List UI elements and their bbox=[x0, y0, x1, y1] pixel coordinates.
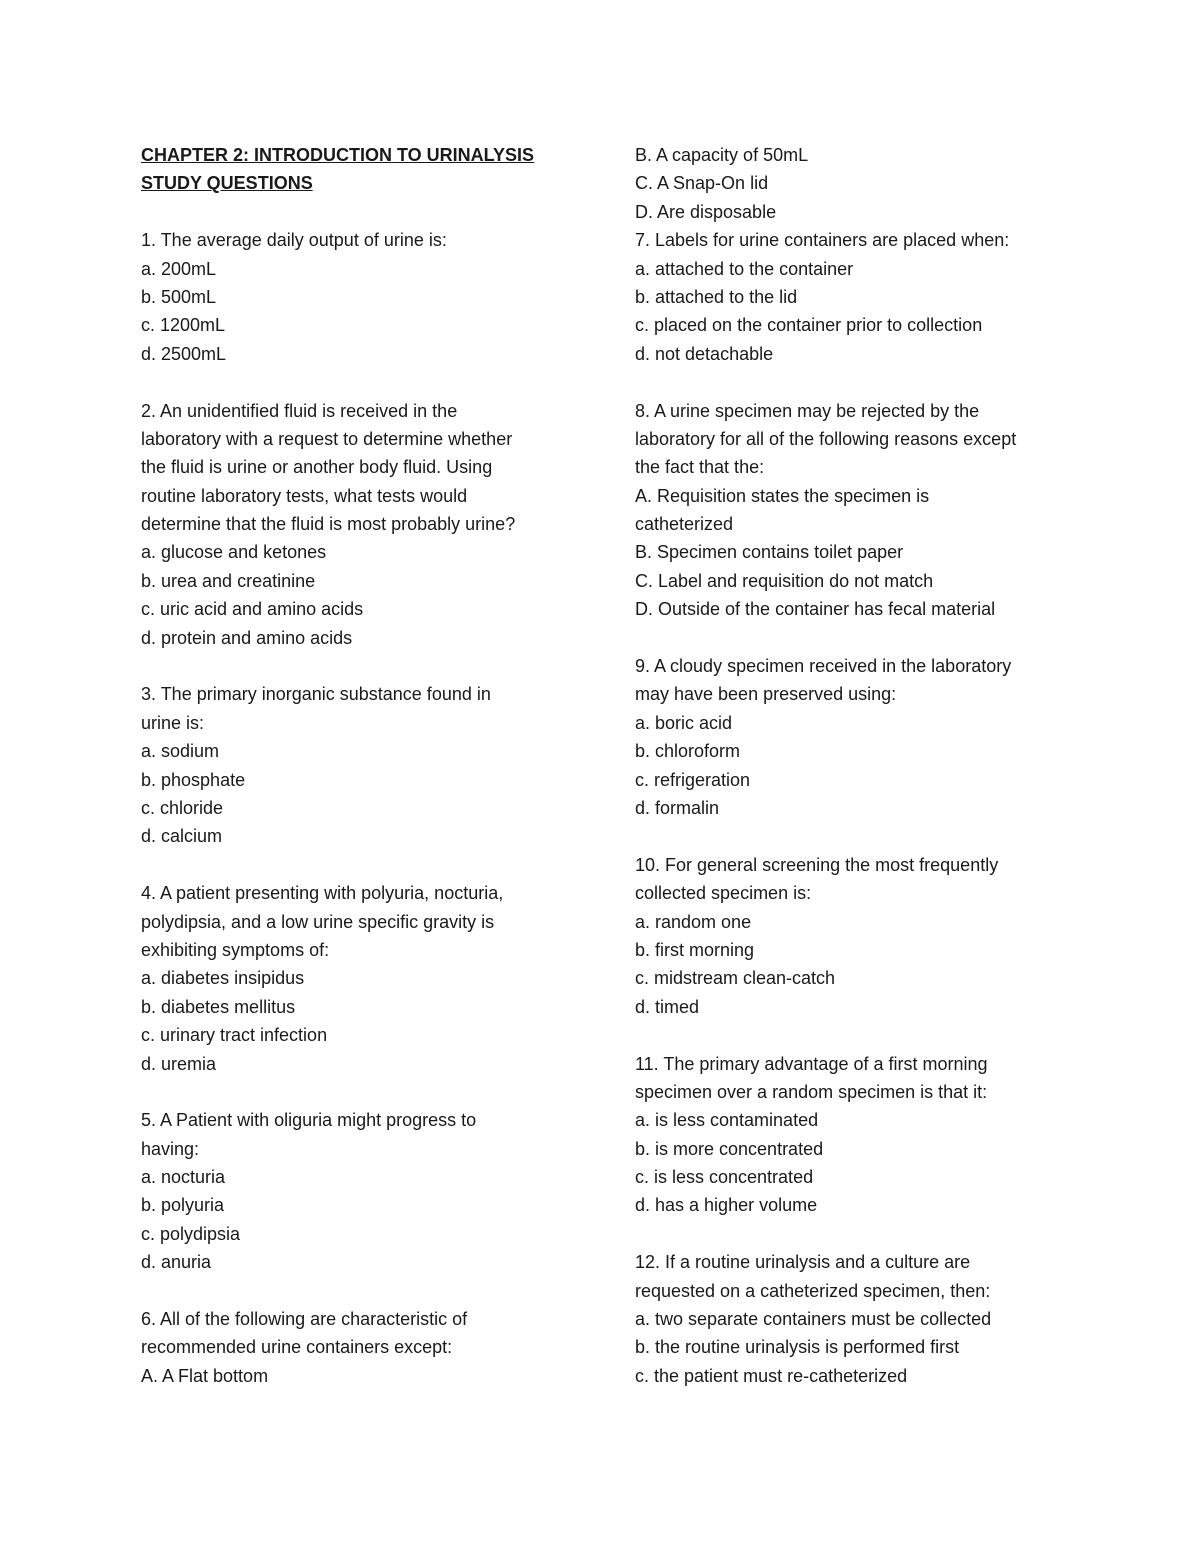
question-block bbox=[141, 226, 591, 368]
answer-option: c. placed on the container prior to collection bbox=[635, 315, 983, 336]
answer-option: a. sodium bbox=[141, 741, 220, 762]
question-block bbox=[635, 1248, 1085, 1390]
answer-option: D. Are disposable bbox=[635, 201, 777, 222]
answer-option: d. not detachable bbox=[635, 343, 774, 364]
question-block bbox=[635, 652, 1085, 822]
spacer bbox=[141, 851, 591, 879]
spacer bbox=[635, 368, 1085, 396]
question-text: 5. A Patient with oliguria might progress to bbox=[141, 1110, 477, 1131]
answer-option: d. anuria bbox=[141, 1252, 212, 1273]
spacer bbox=[635, 822, 1085, 850]
question-text: recommended urine containers except: bbox=[141, 1337, 453, 1358]
answer-option: c. refrigeration bbox=[635, 769, 751, 790]
answer-option: a. 200mL bbox=[141, 258, 217, 279]
answer-option: d. has a higher volume bbox=[635, 1195, 818, 1216]
question-text: 7. Labels for urine containers are placed when: bbox=[635, 230, 1010, 251]
question-block bbox=[635, 397, 1085, 624]
question-text: having: bbox=[141, 1138, 200, 1159]
answer-option: b. diabetes mellitus bbox=[141, 996, 296, 1017]
question-text: 4. A patient presenting with polyuria, nocturia, bbox=[141, 883, 504, 904]
question-text: 6. All of the following are characteristic of bbox=[141, 1309, 468, 1330]
answer-option: c. 1200mL bbox=[141, 315, 226, 336]
answer-option: b. polyuria bbox=[141, 1195, 225, 1216]
answer-option: b. first morning bbox=[635, 939, 755, 960]
answer-option: b. is more concentrated bbox=[635, 1138, 824, 1159]
question-text: exhibiting symptoms of: bbox=[141, 939, 330, 960]
answer-option: d. calcium bbox=[141, 826, 223, 847]
answer-option: C. Label and requisition do not match bbox=[635, 570, 934, 591]
answer-option: c. polydipsia bbox=[141, 1223, 241, 1244]
question-text: the fluid is urine or another body fluid. Using bbox=[141, 457, 493, 478]
question-block bbox=[635, 1050, 1085, 1220]
question-text: determine that the fluid is most probably urine? bbox=[141, 514, 516, 535]
spacer bbox=[141, 368, 591, 396]
answer-option: b. attached to the lid bbox=[635, 286, 798, 307]
question-block bbox=[141, 1305, 591, 1390]
answer-option: b. the routine urinalysis is performed first bbox=[635, 1337, 960, 1358]
answer-option: c. the patient must re-catheterized bbox=[635, 1365, 908, 1386]
answer-option: c. is less concentrated bbox=[635, 1167, 814, 1188]
document-title: CHAPTER 2: INTRODUCTION TO URINALYSIS bbox=[141, 145, 535, 165]
question-text: 11. The primary advantage of a first morning bbox=[635, 1053, 988, 1074]
answer-option: d. 2500mL bbox=[141, 343, 227, 364]
answer-option: b. 500mL bbox=[141, 286, 217, 307]
answer-option: a. is less contaminated bbox=[635, 1110, 819, 1131]
spacer bbox=[635, 624, 1085, 652]
question-text: 9. A cloudy specimen received in the laboratory bbox=[635, 656, 1012, 677]
spacer bbox=[141, 652, 591, 680]
answer-option: c. midstream clean-catch bbox=[635, 968, 836, 989]
question-text: requested on a catheterized specimen, then: bbox=[635, 1280, 991, 1301]
question-text: 3. The primary inorganic substance found in bbox=[141, 684, 491, 705]
question-text: 8. A urine specimen may be rejected by the bbox=[635, 400, 980, 421]
answer-option: catheterized bbox=[635, 514, 734, 535]
answer-option: C. A Snap-On lid bbox=[635, 173, 769, 194]
question-text: collected specimen is: bbox=[635, 883, 812, 904]
question-block bbox=[635, 851, 1085, 1021]
answer-option: A. Requisition states the specimen is bbox=[635, 485, 930, 506]
answer-option: b. phosphate bbox=[141, 769, 246, 790]
answer-option: a. random one bbox=[635, 911, 752, 932]
answer-option: d. formalin bbox=[635, 797, 720, 818]
answer-option: d. protein and amino acids bbox=[141, 627, 353, 648]
question-text: the fact that the: bbox=[635, 457, 765, 478]
question-block bbox=[635, 141, 1085, 226]
question-block bbox=[141, 1106, 591, 1276]
answer-option: a. diabetes insipidus bbox=[141, 968, 305, 989]
right-column bbox=[635, 141, 1085, 1390]
answer-option: d. uremia bbox=[141, 1053, 217, 1074]
question-text: may have been preserved using: bbox=[635, 684, 897, 705]
answer-option: a. glucose and ketones bbox=[141, 542, 327, 563]
answer-option: a. boric acid bbox=[635, 712, 733, 733]
answer-option: c. uric acid and amino acids bbox=[141, 599, 364, 620]
question-block bbox=[141, 879, 591, 1078]
spacer bbox=[635, 1220, 1085, 1248]
question-block bbox=[635, 226, 1085, 368]
answer-option: a. nocturia bbox=[141, 1167, 226, 1188]
answer-option: c. urinary tract infection bbox=[141, 1025, 328, 1046]
question-block bbox=[141, 680, 591, 850]
answer-option: d. timed bbox=[635, 996, 700, 1017]
answer-option: D. Outside of the container has fecal material bbox=[635, 599, 996, 620]
answer-option: B. Specimen contains toilet paper bbox=[635, 542, 904, 563]
question-text: 12. If a routine urinalysis and a culture are bbox=[635, 1252, 971, 1273]
spacer bbox=[141, 1078, 591, 1106]
answer-option: A. A Flat bottom bbox=[141, 1365, 269, 1386]
question-text: 10. For general screening the most frequently bbox=[635, 854, 999, 875]
question-text: 1. The average daily output of urine is: bbox=[141, 230, 447, 251]
spacer bbox=[635, 1021, 1085, 1049]
answer-option: a. attached to the container bbox=[635, 258, 854, 279]
answer-option: b. urea and creatinine bbox=[141, 570, 316, 591]
question-block bbox=[141, 397, 591, 653]
answer-option: b. chloroform bbox=[635, 741, 741, 762]
left-column bbox=[141, 141, 591, 1390]
answer-option: a. two separate containers must be collected bbox=[635, 1309, 992, 1330]
answer-option: c. chloride bbox=[141, 797, 224, 818]
question-text: polydipsia, and a low urine specific gravity is bbox=[141, 911, 495, 932]
question-text: specimen over a random specimen is that it: bbox=[635, 1081, 988, 1102]
question-text: laboratory with a request to determine whether bbox=[141, 428, 513, 449]
question-text: routine laboratory tests, what tests would bbox=[141, 485, 468, 506]
document-subtitle: STUDY QUESTIONS bbox=[141, 173, 313, 194]
question-text: laboratory for all of the following reasons except bbox=[635, 428, 1017, 449]
question-text: urine is: bbox=[141, 712, 205, 733]
answer-option: B. A capacity of 50mL bbox=[635, 145, 809, 165]
question-text: 2. An unidentified fluid is received in the bbox=[141, 400, 458, 421]
spacer bbox=[141, 1277, 591, 1305]
spacer bbox=[141, 198, 591, 226]
